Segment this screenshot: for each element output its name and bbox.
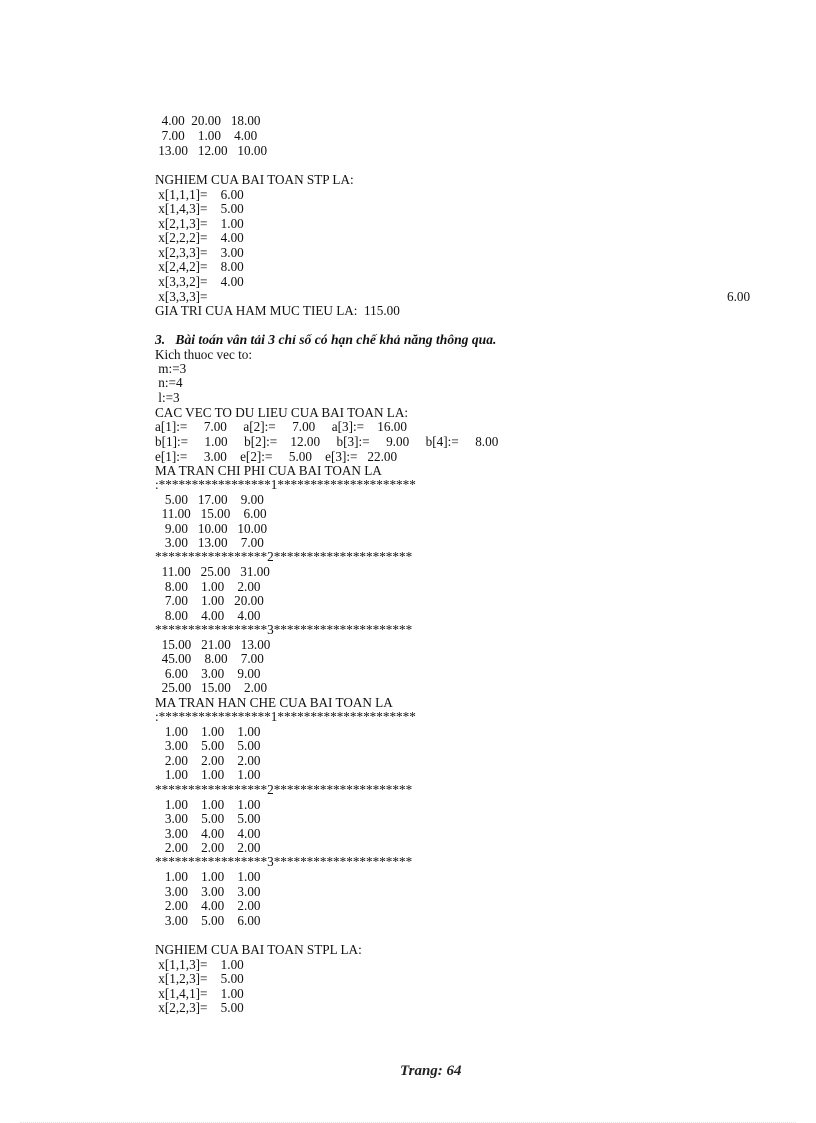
- matrix-row: 45.00 8.00 7.00: [155, 651, 264, 666]
- vector-line: b[1]:= 1.00 b[2]:= 12.00 b[3]:= 9.00 b[4]:= 8.00: [155, 434, 499, 449]
- vectors-title: CAC VEC TO DU LIEU CUA BAI TOAN LA:: [155, 405, 409, 420]
- block-separator: *****************2*********************: [155, 549, 413, 564]
- matrix-row: 2.00 2.00 2.00: [155, 840, 261, 855]
- stpl-solution-row: x[1,2,3]= 5.00: [155, 971, 244, 986]
- matrix-row: 1.00 1.00 1.00: [155, 724, 261, 739]
- vector-line: e[1]:= 3.00 e[2]:= 5.00 e[3]:= 22.00: [155, 449, 398, 464]
- vector-line: a[1]:= 7.00 a[2]:= 7.00 a[3]:= 16.00: [155, 419, 407, 434]
- stpl-solution-row: x[2,2,3]= 5.00: [155, 1000, 244, 1015]
- matrix-row: 5.00 17.00 9.00: [155, 492, 264, 507]
- matrix-row: 15.00 21.00 13.00: [155, 637, 271, 652]
- stp-solution-row: x[2,2,2]= 4.00: [155, 230, 244, 245]
- stp-solution-row: x[1,4,3]= 5.00: [155, 201, 244, 216]
- matrix-row: 13.00 12.00 10.00: [155, 143, 268, 158]
- stp-solution-row-label: x[3,3,3]=: [155, 289, 208, 304]
- matrix-row: 3.00 5.00 6.00: [155, 913, 261, 928]
- objective-value: GIA TRI CUA HAM MUC TIEU LA: 115.00: [155, 303, 400, 318]
- cost-matrix-title: MA TRAN CHI PHI CUA BAI TOAN LA: [155, 463, 382, 478]
- block-separator: :*****************1*********************: [155, 477, 416, 492]
- matrix-row: 8.00 4.00 4.00: [155, 608, 261, 623]
- matrix-row: 1.00 1.00 1.00: [155, 869, 261, 884]
- matrix-row: 11.00 15.00 6.00: [155, 506, 267, 521]
- matrix-row: 7.00 1.00 4.00: [155, 128, 258, 143]
- matrix-row: 11.00 25.00 31.00: [155, 564, 270, 579]
- matrix-row: 2.00 4.00 2.00: [155, 898, 261, 913]
- stpl-solution-row: x[1,4,1]= 1.00: [155, 986, 244, 1001]
- matrix-row: 6.00 3.00 9.00: [155, 666, 261, 681]
- matrix-row: 3.00 13.00 7.00: [155, 535, 264, 550]
- stp-solution-row: x[1,1,1]= 6.00: [155, 187, 244, 202]
- matrix-row: 3.00 5.00 5.00: [155, 738, 261, 753]
- matrix-row: 3.00 5.00 5.00: [155, 811, 261, 826]
- matrix-row: 2.00 2.00 2.00: [155, 753, 261, 768]
- block-separator: *****************2*********************: [155, 782, 413, 797]
- stp-solution-row-value: 6.00: [727, 289, 751, 304]
- block-separator: *****************3*********************: [155, 854, 413, 869]
- size-title: Kich thuoc vec to:: [155, 347, 253, 362]
- stp-solution-row: x[2,3,3]= 3.00: [155, 245, 244, 260]
- stp-solution-row: x[2,1,3]= 1.00: [155, 216, 244, 231]
- page-number-footer: Trang: 64: [400, 1063, 462, 1079]
- stpl-solution-title: NGHIEM CUA BAI TOAN STPL LA:: [155, 942, 362, 957]
- stp-solution-title: NGHIEM CUA BAI TOAN STP LA:: [155, 172, 354, 187]
- matrix-row: 4.00 20.00 18.00: [155, 113, 261, 128]
- matrix-row: 1.00 1.00 1.00: [155, 767, 261, 782]
- block-separator: *****************3*********************: [155, 622, 413, 637]
- matrix-row: 1.00 1.00 1.00: [155, 797, 261, 812]
- matrix-row: 3.00 3.00 3.00: [155, 884, 261, 899]
- matrix-row: 3.00 4.00 4.00: [155, 826, 261, 841]
- stp-solution-row: x[2,4,2]= 8.00: [155, 259, 244, 274]
- stp-solution-row: x[3,3,2]= 4.00: [155, 274, 244, 289]
- size-line: m:=3: [155, 361, 187, 376]
- matrix-row: 7.00 1.00 20.00: [155, 593, 264, 608]
- stpl-solution-row: x[1,1,3]= 1.00: [155, 957, 244, 972]
- size-line: l:=3: [155, 390, 180, 405]
- matrix-row: 25.00 15.00 2.00: [155, 680, 268, 695]
- block-separator: :*****************1*********************: [155, 709, 416, 724]
- section-heading: 3. Bài toán vân tải 3 chỉ số có hạn chế khả năng thông qua.: [155, 332, 497, 347]
- matrix-row: 9.00 10.00 10.00: [155, 521, 268, 536]
- matrix-row: 8.00 1.00 2.00: [155, 579, 261, 594]
- size-line: n:=4: [155, 375, 183, 390]
- limit-matrix-title: MA TRAN HAN CHE CUA BAI TOAN LA: [155, 695, 393, 710]
